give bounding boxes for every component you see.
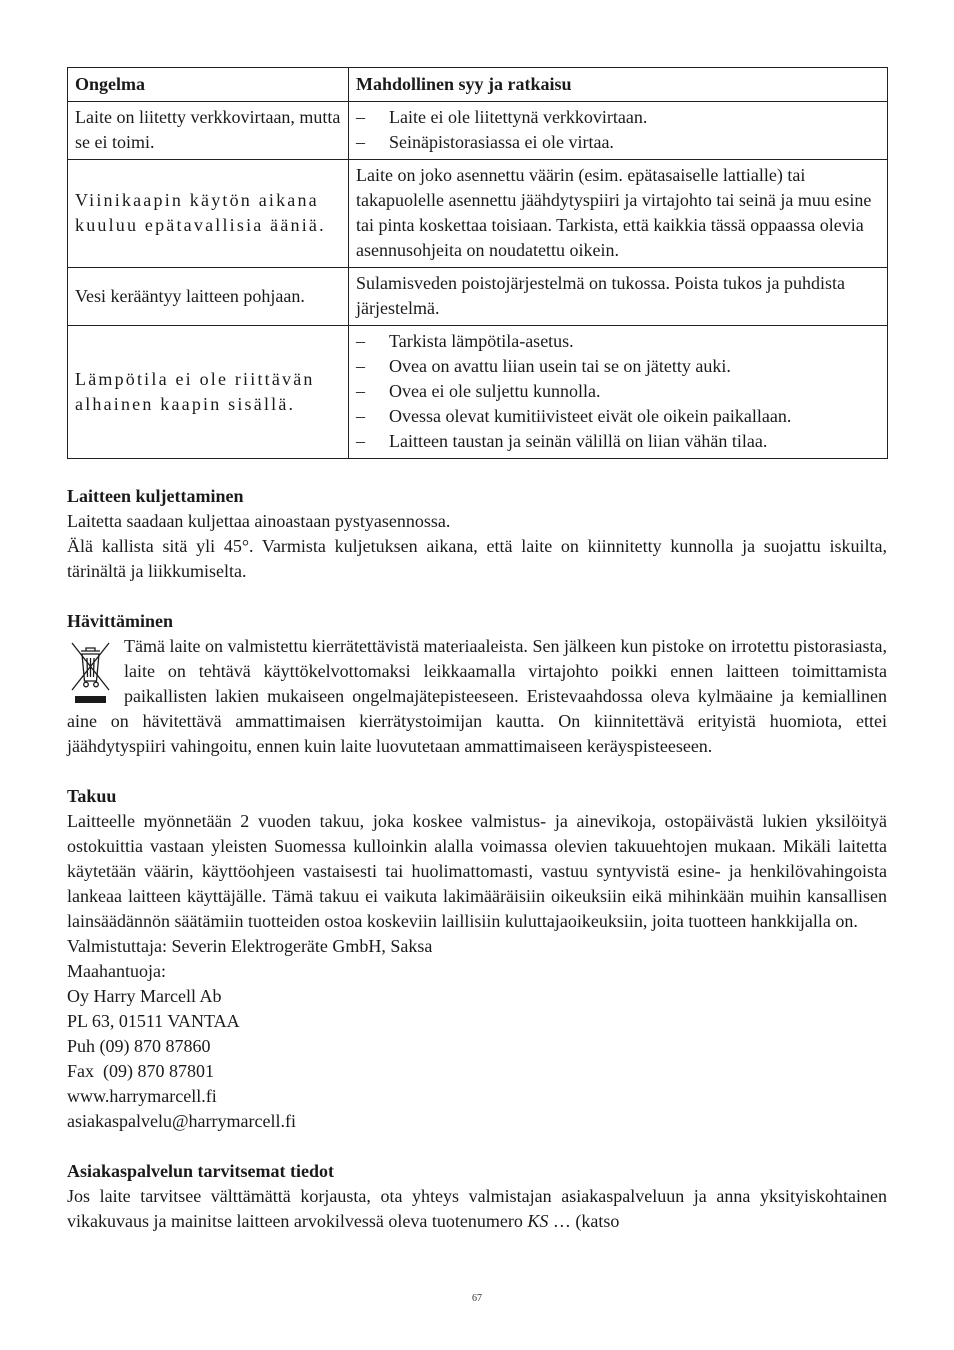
column-header-problem: Ongelma <box>68 68 349 102</box>
section-heading: Asiakaspalvelun tarvitsemat tiedot <box>67 1161 334 1181</box>
table-row <box>68 326 888 459</box>
dash-bullet: – <box>356 406 365 426</box>
importer-name: Oy Harry Marcell Ab <box>67 986 222 1006</box>
model-number: KS <box>527 1211 549 1231</box>
list-item <box>356 404 880 429</box>
column-header-solution: Mahdollinen syy ja ratkaisu <box>349 68 888 102</box>
address-line: PL 63, 01511 VANTAA <box>67 1011 240 1031</box>
fax-line: Fax (09) 870 87801 <box>67 1061 214 1081</box>
paragraph: Laitetta saadaan kuljettaa ainoastaan pystyasennossa. <box>67 511 451 531</box>
paragraph: Tämä laite on valmistettu kierrätettävistä materiaaleista. Sen jälkeen kun pistoke on irrotettu pistorasiasta, laite on tehtävä käyttökelvottomaksi leikkaamalla virtajohto poikki ennen laitteen toimittamista paikallisten lakien mukaiseen ongelmajätepisteeseen. Eristevaahdossa oleva kylmäaine ja kemiallinen aine on hävitettävä ammattimaisen kierrätystoimijan kautta. On kiinnitettävä erityistä huomiota, ettei jäähdytyspiiri vahingoitu, ennen kuin laite luovutetaan ammattimaiseen keräyspisteeseen. <box>67 636 887 756</box>
section-heading: Laitteen kuljettaminen <box>67 486 244 506</box>
solution-list <box>356 329 880 454</box>
section-heading: Hävittäminen <box>67 611 173 631</box>
solution-cell <box>349 102 888 160</box>
list-item <box>356 105 880 130</box>
list-item-text: Seinäpistorasiassa ei ole virtaa. <box>389 132 614 152</box>
solution-list <box>356 105 880 155</box>
solution-cell: Laite on joko asennettu väärin (esim. epätasaiselle lattialle) tai takapuolelle asennettu jäähdytyspiiri ja virtajohto tai seinä ja muu esine tai pinta koskettaa toisiaan. Tarkista, että kaikkia tässä oppaassa olevia asennusohjeita on noudatettu oikein. <box>349 160 888 268</box>
weee-crossed-bin-icon <box>67 637 114 709</box>
table-row <box>68 102 888 160</box>
website-link[interactable]: www.harrymarcell.fi <box>67 1086 217 1106</box>
list-item-text: Tarkista lämpötila-asetus. <box>389 331 574 351</box>
problem-cell: Laite on liitetty verkkovirtaan, mutta se ei toimi. <box>68 102 349 160</box>
list-item-text: Ovea on avattu liian usein tai se on jätetty auki. <box>389 356 731 376</box>
dash-bullet: – <box>356 381 365 401</box>
email-link[interactable]: asiakaspalvelu@harrymarcell.fi <box>67 1111 296 1131</box>
transport-section <box>67 484 887 584</box>
document-page <box>67 67 887 1234</box>
service-text-before: Jos laite tarvitsee välttämättä korjausta, ota yhteys valmistajan asiakaspalveluun ja anna yksityiskohtainen vikakuvaus ja mainitse laitteen arvokilvessä oleva tuotenumero <box>67 1186 887 1231</box>
list-item-text: Ovea ei ole suljettu kunnolla. <box>389 381 601 401</box>
table-row <box>68 160 888 268</box>
list-item <box>356 130 880 155</box>
solution-cell <box>349 326 888 459</box>
dash-bullet: – <box>356 132 365 152</box>
solution-cell: Sulamisveden poistojärjestelmä on tukossa. Poista tukos ja puhdista järjestelmä. <box>349 268 888 326</box>
list-item <box>356 354 880 379</box>
disposal-section <box>67 609 887 759</box>
table-header-row <box>68 68 888 102</box>
manufacturer-line: Valmistuttaja: Severin Elektrogeräte GmbH, Saksa <box>67 936 433 956</box>
list-item <box>356 329 880 354</box>
problem-cell: Lämpötila ei ole riittävän alhainen kaapin sisällä. <box>68 326 349 459</box>
table-row <box>68 268 888 326</box>
service-text-after: … (katso <box>548 1211 620 1231</box>
list-item <box>356 429 880 454</box>
dash-bullet: – <box>356 431 365 451</box>
paragraph <box>67 1184 887 1234</box>
dash-bullet: – <box>356 356 365 376</box>
importer-label: Maahantuoja: <box>67 961 166 981</box>
paragraph: Laitteelle myönnetään 2 vuoden takuu, joka koskee valmistus- ja ainevikoja, ostopäivästä lukien yksilöityä ostokuittia vastaan yleisten Suomessa kulloinkin alalla voimassa olevien takuuehtojen mukaan. Mikäli laitetta käytetään väärin, käyttöohjeen vastaisesti tai huolimattomasti, vastuu syntyvistä esine- ja henkilövahingoista lankeaa laitteen käyttäjälle. Tämä takuu ei vaikuta lakimääräisiin oikeuksiin eikä mihinkään muihin kansallisen lainsäädännön säätämiin tuotteiden ostoa koskeviin laillisiin kuluttajaoikeuksiin, joita tuotteen hankkijalla on. <box>67 811 887 931</box>
warranty-section <box>67 784 887 1134</box>
list-item-text: Laite ei ole liitettynä verkkovirtaan. <box>389 107 648 127</box>
page-number: 67 <box>472 1293 482 1304</box>
list-item <box>356 379 880 404</box>
paragraph: Älä kallista sitä yli 45°. Varmista kuljetuksen aikana, että laite on kiinnitetty kunnolla ja suojattu iskuilta, tärinältä ja liikkumiselta. <box>67 536 887 581</box>
problem-cell: Vesi kerääntyy laitteen pohjaan. <box>68 268 349 326</box>
list-item-text: Laitteen taustan ja seinän välillä on liian vähän tilaa. <box>389 431 768 451</box>
problem-cell: Viinikaapin käytön aikana kuuluu epätavallisia ääniä. <box>68 160 349 268</box>
dash-bullet: – <box>356 331 365 351</box>
list-item-text: Ovessa olevat kumitiivisteet eivät ole oikein paikallaan. <box>389 406 792 426</box>
section-heading: Takuu <box>67 786 117 806</box>
troubleshooting-table <box>67 67 888 459</box>
dash-bullet: – <box>356 107 365 127</box>
service-section <box>67 1159 887 1234</box>
phone-line: Puh (09) 870 87860 <box>67 1036 211 1056</box>
